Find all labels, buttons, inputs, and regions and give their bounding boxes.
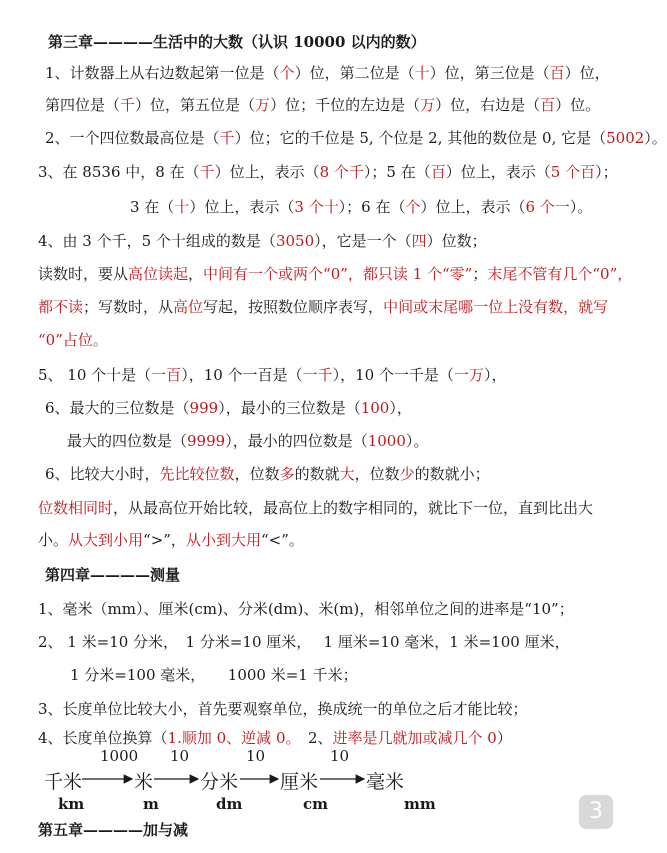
abbr-km: km (58, 795, 85, 813)
ch3-line15: 小。从大到小用“>”，从小到大用“<”。 (38, 531, 304, 549)
ch4-line3: 1 分米=100 毫米， 1000 米=1 千米； (70, 666, 358, 684)
ch3-line13: 6、比较大小时，先比较位数，位数多的数就大，位数少的数就小； (45, 465, 490, 483)
rate-3: 10 (246, 747, 266, 765)
rate-4: 10 (330, 747, 350, 765)
abbr-dm: dm (216, 795, 243, 813)
chapter3-title: 第三章————生活中的大数（认识 10000 以内的数） (48, 33, 426, 51)
ch3-line4: 3、在 8536 中，8 在（千）位上，表示（8 个千）；5 在（百）位上，表示（5 个百）； (38, 163, 618, 181)
unit-dm: 分米 (200, 771, 239, 793)
ch4-line4: 3、长度单位比较大小，首先要观察单位，换成统一的单位之后才能比较； (38, 700, 528, 718)
abbr-m: m (143, 795, 159, 813)
ch3-line3: 2、一个四位数最高位是（千）位；它的千位是 5, 个位是 2, 其他的数位是 0, 它是（5002）。 (45, 129, 667, 147)
unit-mm: 毫米 (366, 771, 405, 793)
unit-m: 米 (134, 771, 154, 793)
ch3-line2: 第四位是（千）位，第五位是（万）位；千位的左边是（万）位，右边是（百）位。 (45, 96, 601, 114)
unit-km: 千米 (44, 771, 83, 793)
ch3-line8: 都不读；写数时，从高位写起，按照数位顺序表写，中间或末尾哪一位上没有数，就写 (38, 298, 609, 316)
ch3-line11: 6、最大的三位数是（999），最小的三位数是（100）， (45, 399, 412, 417)
unit-conversion-diagram (40, 745, 460, 815)
ch3-line14: 位数相同时，从最高位开始比较，最高位上的数字相同的，就比下一位，直到比出大 (38, 499, 594, 517)
ch3-line6: 4、由 3 个千，5 个十组成的数是（3050），它是一个（四）位数； (38, 232, 487, 250)
ch4-line2: 2、 1 米=10 分米， 1 分米=10 厘米， 1 厘米=10 毫米，1 米=100 厘米， (38, 633, 570, 651)
abbr-mm: mm (404, 795, 436, 813)
abbr-cm: cm (303, 795, 329, 813)
rate-2: 10 (170, 747, 190, 765)
chapter5-title: 第五章————加与减 (38, 821, 189, 839)
ch3-line1: 1、计数器上从右边数起第一位是（个）位，第二位是（十）位，第三位是（百）位， (45, 64, 610, 82)
ch3-line5: 3 在（十）位上，表示（3 个十）；6 在（个）位上，表示（6 个一）。 (130, 198, 593, 216)
ch3-line9: “0”占位。 (38, 331, 108, 349)
chapter4-title: 第四章————测量 (45, 566, 181, 584)
ch3-line7: 读数时，要从高位读起，中间有一个或两个“0”，都只读 1 个“零”；末尾不管有几个“0”， (38, 265, 633, 283)
ch4-line1: 1、毫米（mm）、厘米(cm)、分米(dm)、米(m)，相邻单位之间的进率是“10”； (38, 600, 574, 618)
rate-1: 1000 (100, 747, 139, 765)
ch3-line12: 最大的四位数是（9999），最小的四位数是（1000）。 (67, 432, 429, 450)
page-number-badge: 3 (579, 795, 613, 829)
ch3-line10: 5、 10 个十是（一百），10 个一百是（一千），10 个一千是（一万）， (38, 366, 507, 384)
unit-cm: 厘米 (280, 771, 319, 793)
ch4-line5: 4、长度单位换算（1.顺加 0、逆减 0。 2、进率是几就加或减几个 0） (38, 729, 512, 747)
